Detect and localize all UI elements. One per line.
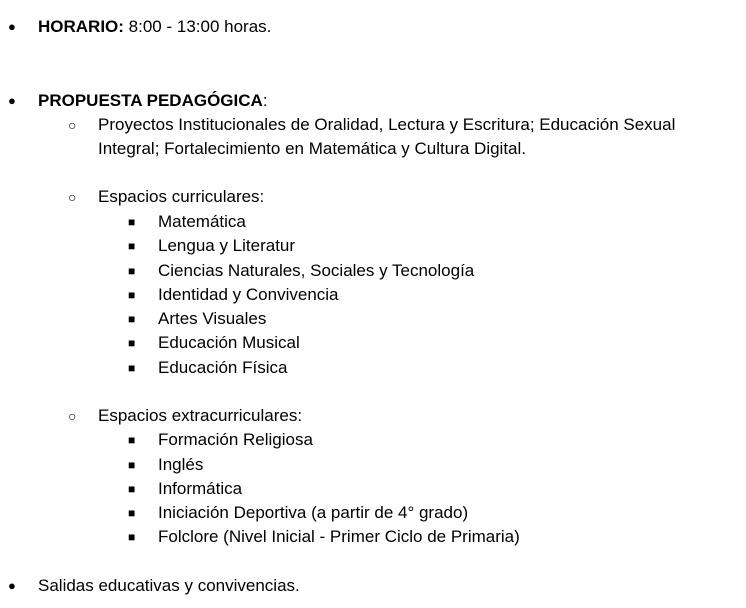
- disc-bullet-icon: ●: [8, 93, 16, 108]
- extracurricular-item: Inglés: [158, 455, 204, 474]
- square-bullet-icon: ■: [128, 361, 136, 375]
- square-bullet-icon: ■: [128, 264, 136, 278]
- extracurriculares-title: Espacios extracurriculares:: [98, 406, 303, 425]
- curricular-item: Educación Física: [158, 358, 288, 377]
- square-bullet-icon: ■: [128, 336, 136, 350]
- extracurricular-item: Informática: [158, 479, 243, 498]
- horario-label: HORARIO:: [38, 17, 124, 36]
- propuesta-label: PROPUESTA PEDAGÓGICA: [38, 91, 263, 110]
- proyectos-line-1: Proyectos Institucionales de Oralidad, Lectura y Escritura; Educación Sexual: [98, 115, 676, 134]
- square-bullet-icon: ■: [128, 288, 136, 302]
- curriculares-title: Espacios curriculares:: [98, 187, 265, 206]
- curricular-item: Matemática: [158, 212, 246, 231]
- square-bullet-icon: ■: [128, 239, 136, 253]
- square-bullet-icon: ■: [128, 482, 136, 496]
- square-bullet-icon: ■: [128, 530, 136, 544]
- square-bullet-icon: ■: [128, 458, 136, 472]
- propuesta-colon: :: [262, 91, 268, 110]
- circle-bullet-icon: ○: [68, 189, 77, 205]
- proyectos-line-2: Integral; Fortalecimiento en Matemática y Cultura Digital.: [98, 139, 527, 158]
- extracurricular-item: Folclore (Nivel Inicial - Primer Ciclo de Primaria): [158, 527, 520, 546]
- salidas-line: Salidas educativas y convivencias.: [38, 576, 300, 595]
- curricular-item: Ciencias Naturales, Sociales y Tecnología: [158, 261, 475, 280]
- curricular-item: Lengua y Literatur: [158, 236, 296, 255]
- curricular-item: Identidad y Convivencia: [158, 285, 339, 304]
- extracurricular-item: Iniciación Deportiva (a partir de 4° grado): [158, 503, 469, 522]
- propuesta-heading: [38, 89, 268, 113]
- extracurricular-item: Formación Religiosa: [158, 430, 313, 449]
- circle-bullet-icon: ○: [68, 408, 77, 424]
- horario-line: [38, 15, 271, 39]
- disc-bullet-icon: ●: [8, 19, 16, 34]
- curricular-item: Educación Musical: [158, 333, 300, 352]
- square-bullet-icon: ■: [128, 506, 136, 520]
- curricular-item: Artes Visuales: [158, 309, 267, 328]
- circle-bullet-icon: ○: [68, 117, 77, 133]
- square-bullet-icon: ■: [128, 215, 136, 229]
- disc-bullet-icon: ●: [8, 578, 16, 593]
- square-bullet-icon: ■: [128, 312, 136, 326]
- horario-value: 8:00 - 13:00 horas.: [123, 17, 272, 36]
- square-bullet-icon: ■: [128, 433, 136, 447]
